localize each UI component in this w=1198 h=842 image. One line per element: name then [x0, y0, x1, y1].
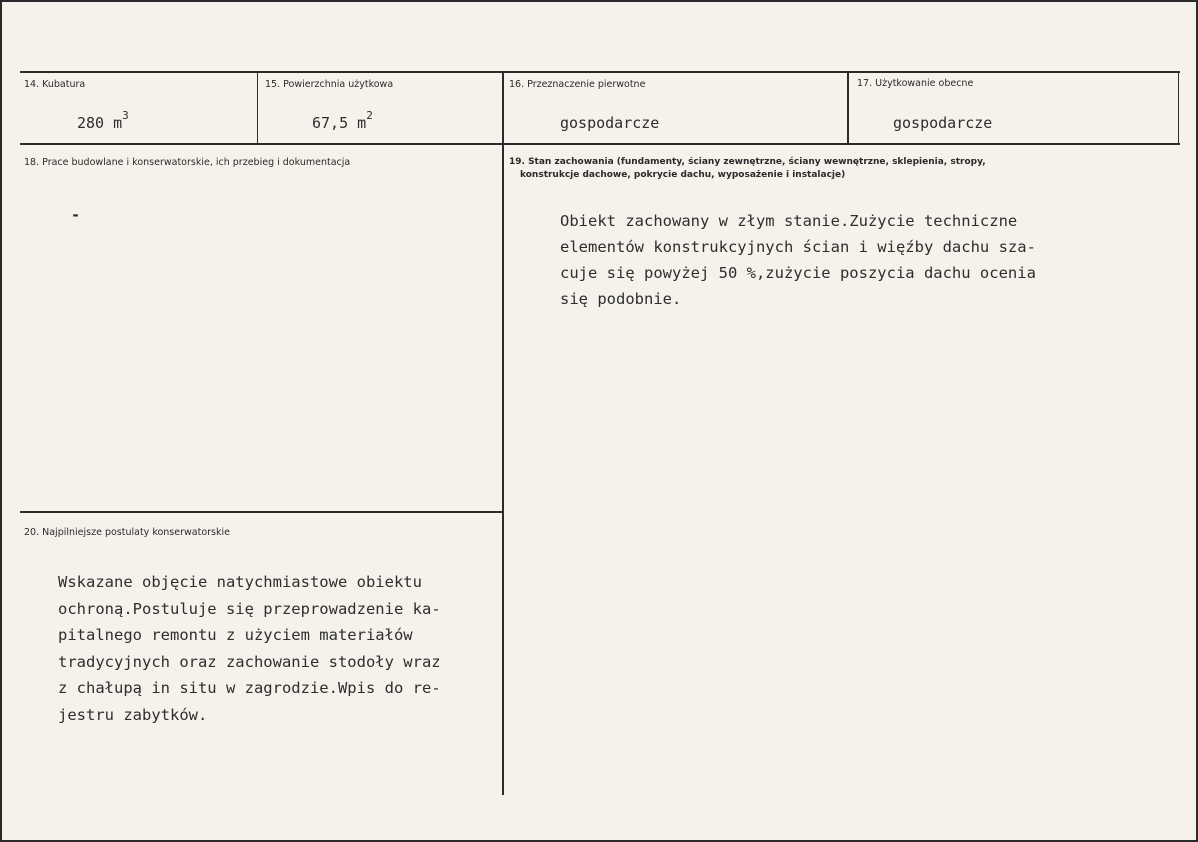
field-17-value: gospodarcze	[893, 114, 993, 132]
field-20-label: 20. Najpilniejsze postulaty konserwatorskie	[24, 527, 230, 538]
field-18-value: -	[71, 206, 81, 224]
field-16-label: 16. Przeznaczenie pierwotne	[509, 79, 646, 90]
field-19-line: Obiekt zachowany w złym stanie.Zużycie techniczne	[560, 212, 1018, 230]
field-18-label: 18. Prace budowlane i konserwatorskie, ich przebieg i dokumentacja	[24, 157, 351, 168]
field-19-label-line2: konstrukcje dachowe, pokrycie dachu, wyposażenie i instalacje)	[520, 170, 846, 180]
field-14-value-text: 280 m	[77, 114, 123, 132]
field-19-text	[560, 208, 1036, 312]
field-14-exponent: 3	[122, 109, 129, 122]
field-20-line: Wskazane objęcie natychmiastowe obiektu	[58, 573, 422, 591]
divider-16-17	[847, 72, 849, 144]
field-14-value	[77, 109, 129, 132]
field-19-line: cuje się powyżej 50 %,zużycie poszycia dachu ocenia	[560, 264, 1036, 282]
field-15-label: 15. Powierzchnia użytkowa	[265, 79, 394, 90]
field-20-text	[58, 569, 441, 728]
divider-15-16	[502, 72, 504, 795]
field-20-line: ochroną.Postuluje się przeprowadzenie ka-	[58, 599, 441, 618]
field-19-line: się podobnie.	[560, 290, 682, 308]
row1-bottom-rule	[20, 143, 1180, 145]
right-border	[1178, 72, 1179, 144]
field-20-line: pitalnego remontu z użyciem materiałów	[58, 626, 413, 644]
field-20-line: jestru zabytków.	[58, 705, 208, 724]
field-19-line: elementów konstrukcyjnych ścian i więźby dachu sza-	[560, 238, 1036, 256]
field-16-value: gospodarcze	[560, 114, 660, 132]
field-15-value-text: 67,5 m	[312, 114, 367, 132]
field-20-line: z chałupą in situ w zagrodzie.Wpis do re-	[58, 679, 441, 697]
divider-14-15	[257, 72, 258, 144]
field-17-label: 17. Użytkowanie obecne	[857, 78, 974, 89]
field-14-label: 14. Kubatura	[24, 79, 86, 90]
top-rule	[20, 71, 1180, 73]
field-19-label-line1: 19. Stan zachowania (fundamenty, ściany zewnętrzne, ściany wewnętrzne, sklepienia, stropy,	[509, 157, 986, 167]
field-15-exponent: 2	[366, 109, 373, 122]
field-15-value	[312, 109, 373, 132]
field-20-line: tradycyjnych oraz zachowanie stodoły wraz	[58, 652, 441, 671]
field18-bottom-rule	[20, 511, 503, 513]
